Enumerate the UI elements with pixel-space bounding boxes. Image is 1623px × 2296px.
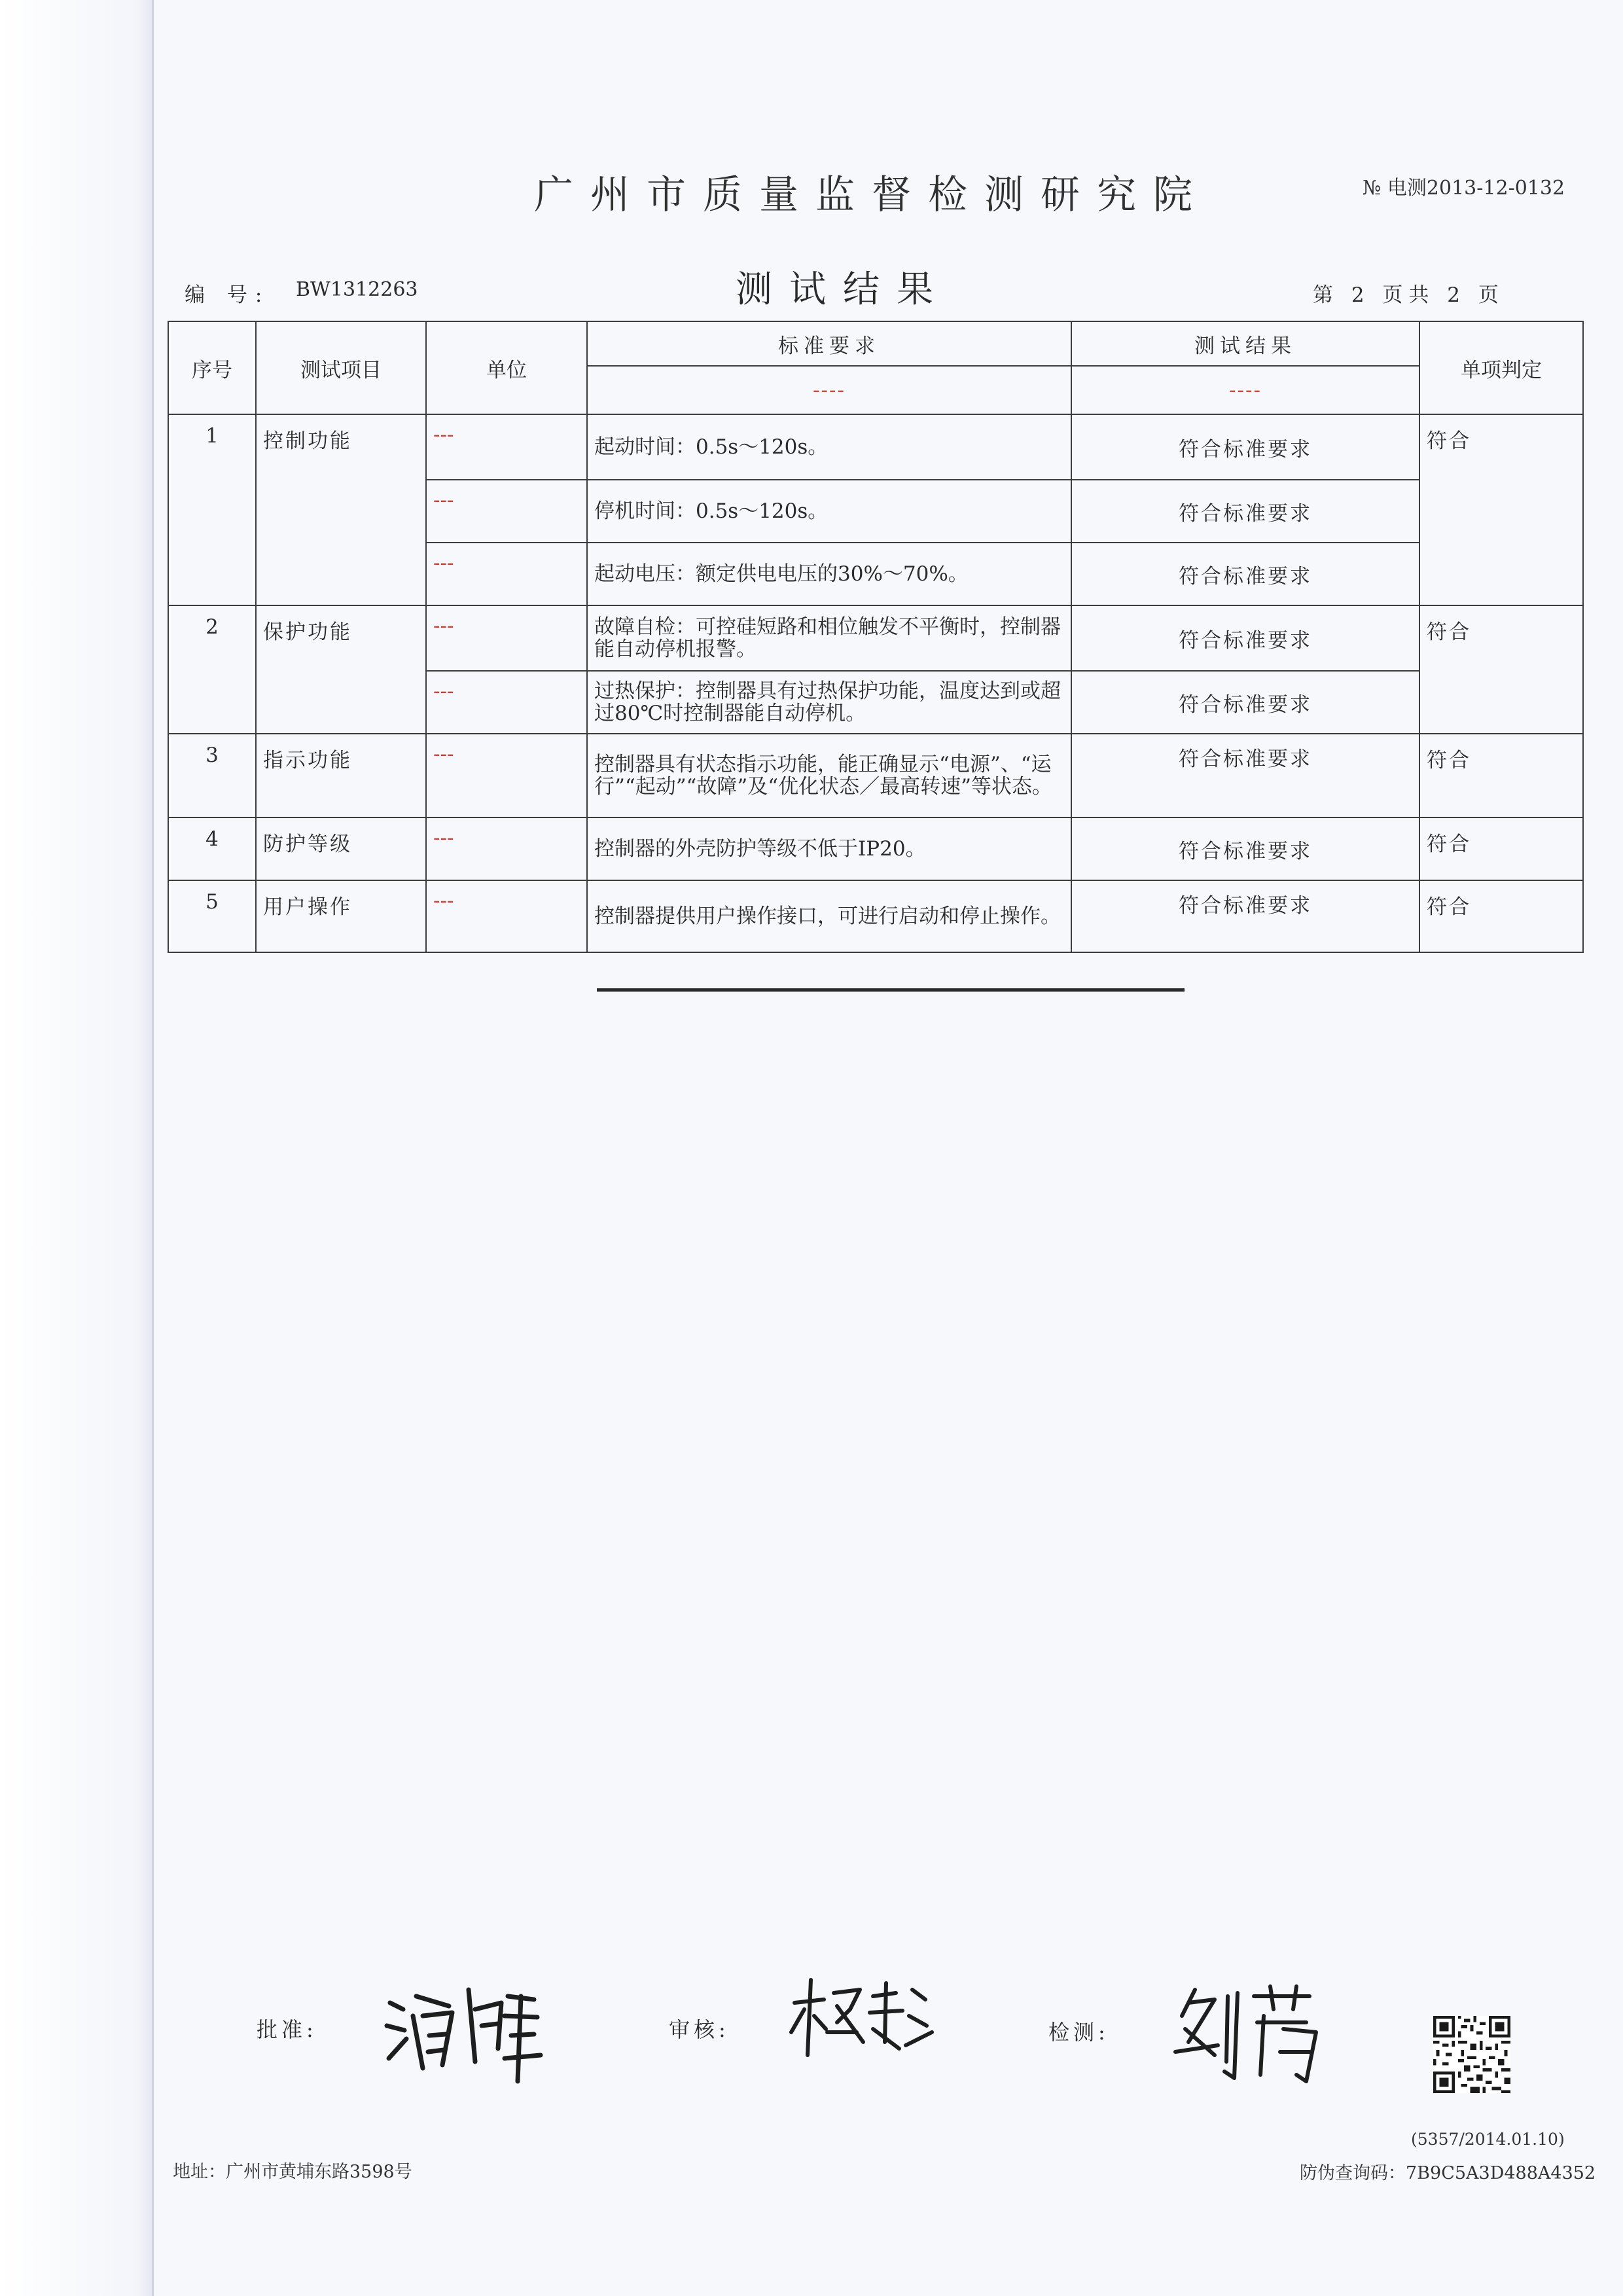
table-row <box>168 817 1583 880</box>
report-page <box>154 0 1623 2296</box>
form-code-note: (5357/2014.01.10) <box>1411 2130 1565 2149</box>
header-item: 测试项目 <box>256 321 426 414</box>
row-standard: 控制器提供用户操作接口，可进行启动和停止操作。 <box>587 880 1071 952</box>
header-standard-dash: ---- <box>587 366 1071 414</box>
row-unit: --- <box>426 734 587 817</box>
table-header-row <box>168 321 1583 366</box>
end-of-report-line <box>597 988 1185 992</box>
row-no: 3 <box>168 734 256 817</box>
page-number: 第 2 页共 2 页 <box>1313 283 1505 307</box>
table-row <box>168 734 1583 817</box>
approve-signature <box>377 1977 547 2088</box>
row-result: 符合标准要求 <box>1071 671 1419 734</box>
row-unit: --- <box>426 671 587 734</box>
row-result: 符合标准要求 <box>1071 734 1419 817</box>
table-row <box>168 880 1583 952</box>
qr-code <box>1433 2016 1510 2093</box>
organization-title: 广州市质量监督检测研究院 <box>534 172 1209 218</box>
row-judgement: 符合 <box>1419 734 1583 817</box>
page-title: 测试结果 <box>736 268 950 311</box>
row-item: 指示功能 <box>256 734 426 817</box>
row-unit: --- <box>426 880 587 952</box>
serial-label: 编 号: <box>185 283 270 307</box>
row-no: 5 <box>168 880 256 952</box>
row-standard: 控制器的外壳防护等级不低于IP20。 <box>587 817 1071 880</box>
anti-counterfeit-code: 防伪查询码：7B9C5A3D488A4352 <box>1300 2163 1596 2183</box>
review-signature <box>788 1970 938 2068</box>
row-result: 符合标准要求 <box>1071 543 1419 605</box>
row-no: 4 <box>168 817 256 880</box>
row-unit: --- <box>426 817 587 880</box>
row-item: 控制功能 <box>256 414 426 605</box>
address: 地址：广州市黄埔东路3598号 <box>173 2162 412 2182</box>
row-no: 1 <box>168 414 256 605</box>
header-no: 序号 <box>168 321 256 414</box>
row-standard: 控制器具有状态指示功能，能正确显示“电源”、“运行”“起动”“故障”及“优化状态／最高转速”等状态。 <box>587 734 1071 817</box>
row-item: 保护功能 <box>256 605 426 734</box>
row-unit: --- <box>426 543 587 605</box>
serial-number: BW1312263 <box>296 278 418 301</box>
header-result-dash: ---- <box>1071 366 1419 414</box>
row-standard: 起动电压：额定供电电压的30%～70%。 <box>587 543 1071 605</box>
test-label: 检测: <box>1048 2020 1109 2045</box>
row-item: 用户操作 <box>256 880 426 952</box>
row-judgement: 符合 <box>1419 817 1583 880</box>
header-result: 测试结果 <box>1071 321 1419 366</box>
table-row <box>168 414 1583 480</box>
header-unit: 单位 <box>426 321 587 414</box>
row-judgement: 符合 <box>1419 880 1583 952</box>
row-result: 符合标准要求 <box>1071 817 1419 880</box>
review-label: 审核: <box>669 2017 730 2042</box>
row-item: 防护等级 <box>256 817 426 880</box>
row-judgement: 符合 <box>1419 605 1583 734</box>
table-row <box>168 605 1583 671</box>
row-result: 符合标准要求 <box>1071 414 1419 480</box>
row-unit: --- <box>426 605 587 671</box>
binding-edge <box>0 0 154 2296</box>
row-result: 符合标准要求 <box>1071 480 1419 543</box>
row-result: 符合标准要求 <box>1071 880 1419 952</box>
row-unit: --- <box>426 414 587 480</box>
row-standard: 起动时间：0.5s～120s。 <box>587 414 1071 480</box>
row-unit: --- <box>426 480 587 543</box>
row-judgement: 符合 <box>1419 414 1583 605</box>
document-number: № 电测2013-12-0132 <box>1363 177 1565 200</box>
test-signature <box>1169 1977 1326 2094</box>
row-standard: 过热保护：控制器具有过热保护功能，温度达到或超过80℃时控制器能自动停机。 <box>587 671 1071 734</box>
header-standard: 标准要求 <box>587 321 1071 366</box>
row-result: 符合标准要求 <box>1071 605 1419 671</box>
row-standard: 停机时间：0.5s～120s。 <box>587 480 1071 543</box>
approve-label: 批准: <box>257 2017 317 2042</box>
header-judgement: 单项判定 <box>1419 321 1583 414</box>
row-no: 2 <box>168 605 256 734</box>
row-standard: 故障自检：可控硅短路和相位触发不平衡时，控制器能自动停机报警。 <box>587 605 1071 671</box>
results-table <box>168 321 1584 953</box>
